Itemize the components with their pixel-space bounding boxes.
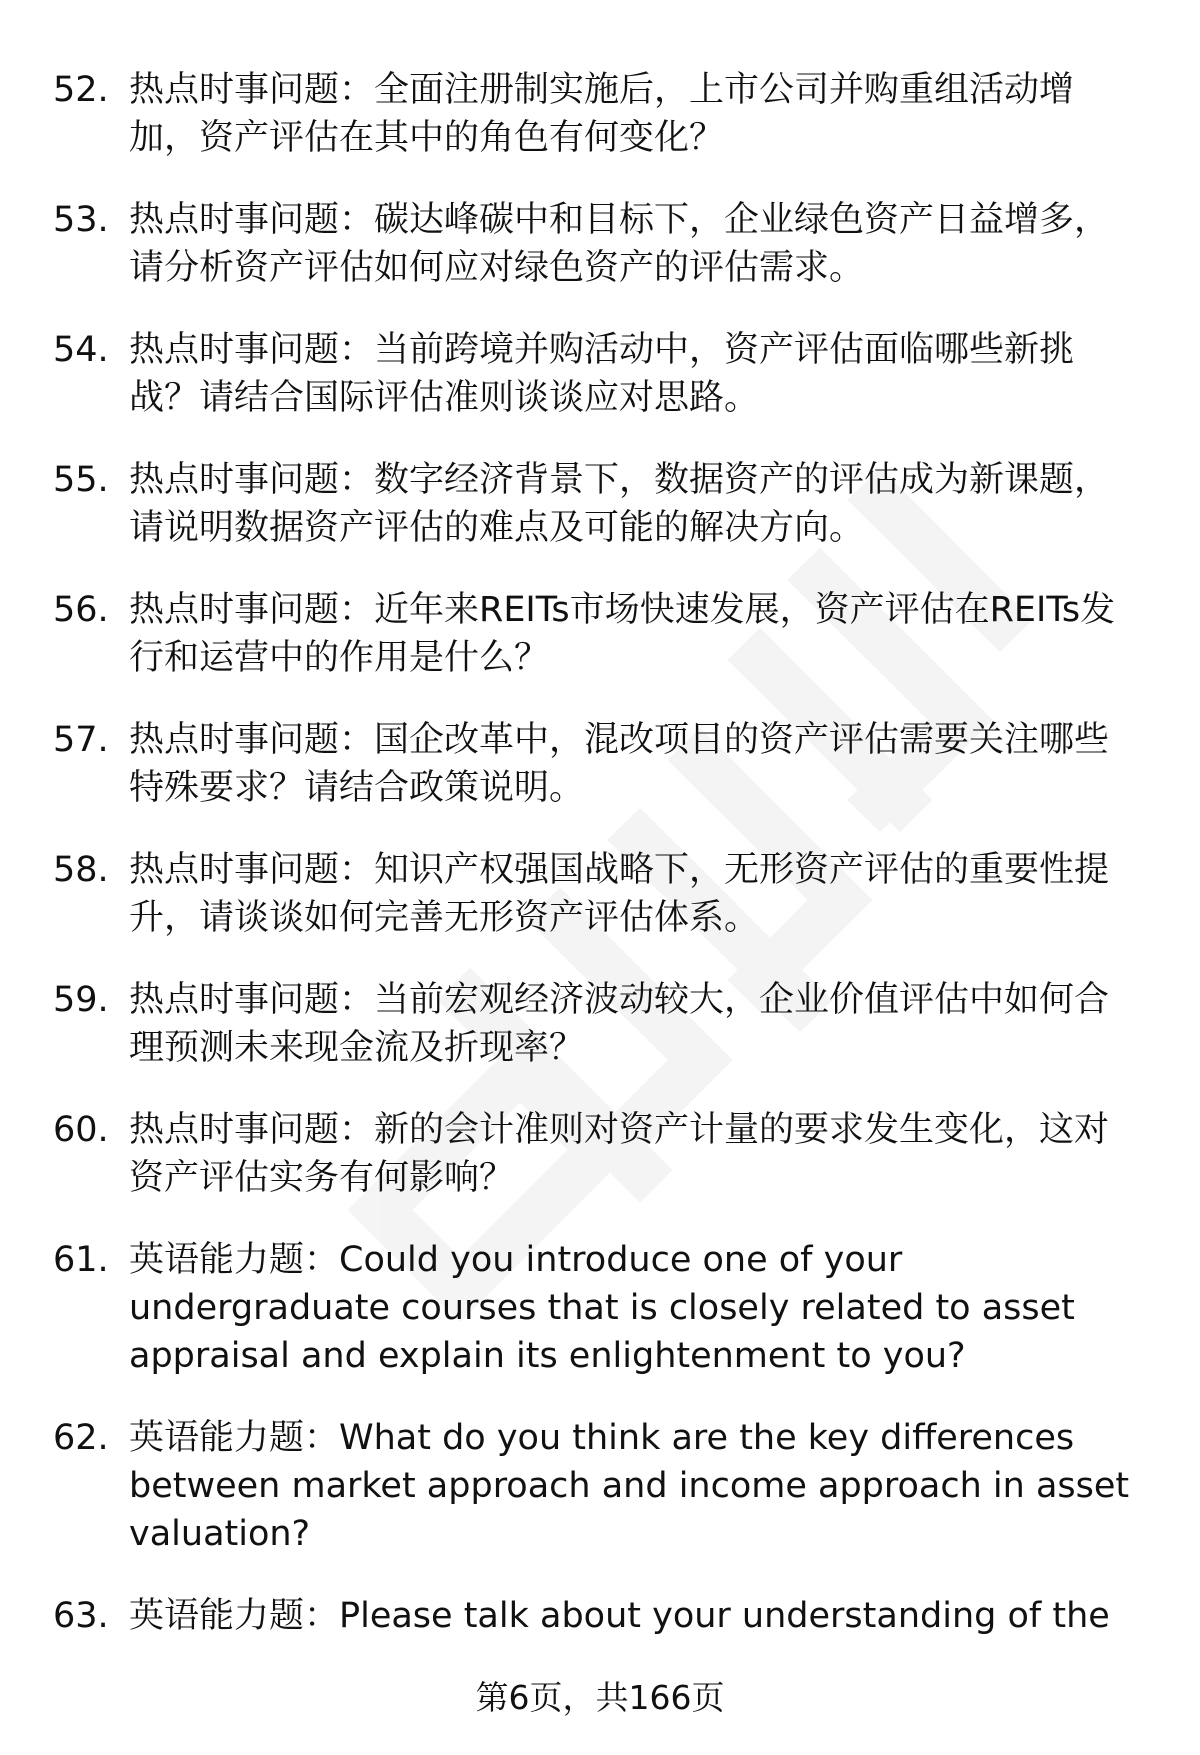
question-number: 63. (53, 1596, 109, 1636)
question-item (0, 716, 1200, 812)
question-item (0, 1414, 1200, 1558)
question-item (0, 456, 1200, 552)
question-line: 热点时事问题：新的会计准则对资产计量的要求发生变化，这对 (129, 1110, 1110, 1150)
question-text (129, 196, 1159, 292)
question-list (0, 66, 1200, 1674)
question-item (0, 846, 1200, 942)
question-line: 热点时事问题：全面注册制实施后，上市公司并购重组活动增 (129, 70, 1075, 110)
question-line: between market approach and income approach in asset (129, 1466, 1130, 1506)
question-number: 59. (53, 980, 109, 1020)
question-line: 战？请结合国际评估准则谈谈应对思路。 (129, 378, 760, 418)
question-line: 英语能力题：Could you introduce one of your (129, 1240, 903, 1280)
question-item (0, 586, 1200, 682)
page-footer: 第6页，共166页 (475, 1678, 725, 1717)
question-number: 57. (53, 720, 109, 760)
question-line: 请分析资产评估如何应对绿色资产的评估需求。 (129, 248, 865, 288)
question-text (129, 846, 1159, 942)
question-text (129, 1236, 1159, 1380)
question-item (0, 326, 1200, 422)
question-text (129, 326, 1159, 422)
question-number: 56. (53, 590, 109, 630)
question-number: 62. (53, 1418, 109, 1458)
question-line: 热点时事问题：近年来REITs市场快速发展，资产评估在REITs发 (129, 590, 1116, 630)
question-line: 热点时事问题：当前跨境并购活动中，资产评估面临哪些新挑 (129, 330, 1075, 370)
question-line: 特殊要求？请结合政策说明。 (129, 768, 585, 808)
question-line: 升，请谈谈如何完善无形资产评估体系。 (129, 898, 760, 938)
question-line: 理预测未来现金流及折现率？ (129, 1028, 585, 1068)
question-item (0, 1106, 1200, 1202)
question-number: 61. (53, 1240, 109, 1280)
question-line: 热点时事问题：知识产权强国战略下，无形资产评估的重要性提 (129, 850, 1110, 890)
question-number: 53. (53, 200, 109, 240)
question-line: 英语能力题：Please talk about your understanding of the (129, 1596, 1110, 1636)
question-text (129, 1592, 1159, 1640)
question-text (129, 456, 1159, 552)
question-text (129, 1106, 1159, 1202)
question-line: 加，资产评估在其中的角色有何变化？ (129, 118, 725, 158)
question-line: 资产评估实务有何影响？ (129, 1158, 515, 1198)
question-text (129, 976, 1159, 1072)
question-line: 热点时事问题：碳达峰碳中和目标下，企业绿色资产日益增多， (129, 200, 1110, 240)
question-item (0, 66, 1200, 162)
question-item (0, 1236, 1200, 1380)
question-line: 热点时事问题：国企改革中，混改项目的资产评估需要关注哪些 (129, 720, 1110, 760)
question-line: 行和运营中的作用是什么？ (129, 638, 550, 678)
question-number: 55. (53, 460, 109, 500)
question-line: 热点时事问题：当前宏观经济波动较大，企业价值评估中如何合 (129, 980, 1110, 1020)
question-number: 54. (53, 330, 109, 370)
question-text (129, 586, 1159, 682)
question-line: valuation? (129, 1514, 311, 1554)
question-item (0, 196, 1200, 292)
question-number: 52. (53, 70, 109, 110)
question-line: 热点时事问题：数字经济背景下，数据资产的评估成为新课题， (129, 460, 1110, 500)
question-line: 请说明数据资产评估的难点及可能的解决方向。 (129, 508, 865, 548)
question-line: 英语能力题：What do you think are the key differences (129, 1418, 1075, 1458)
question-line: undergraduate courses that is closely related to asset (129, 1288, 1075, 1328)
question-line: appraisal and explain its enlightenment to you? (129, 1336, 966, 1376)
question-item (0, 976, 1200, 1072)
question-item (0, 1592, 1200, 1640)
question-number: 60. (53, 1110, 109, 1150)
question-text (129, 716, 1159, 812)
question-text (129, 1414, 1159, 1558)
question-number: 58. (53, 850, 109, 890)
question-text (129, 66, 1159, 162)
